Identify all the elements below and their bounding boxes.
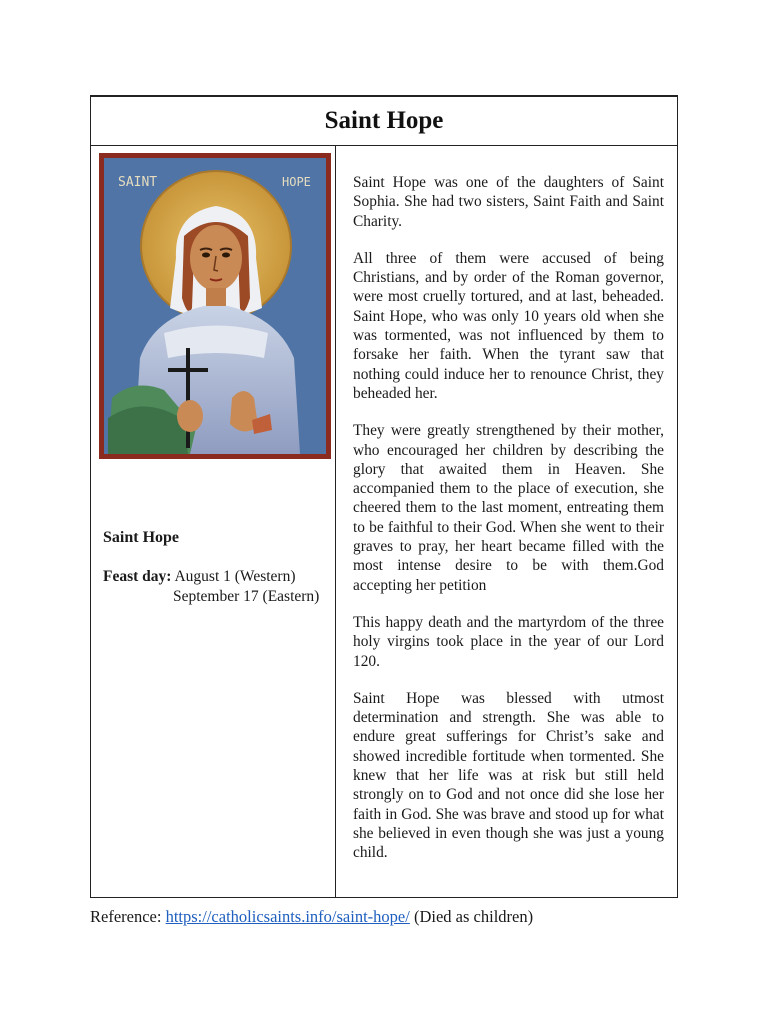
biography-paragraph: All three of them were accused of being Christians, and by order of the Roman governor, were most cruelly tortured, and at last, beheaded. Saint Hope, who was only 10 years old when she was tormented, was not influenced by them to forsake her faith. When the tyrant saw that nothing could induce her to renounce Christ, they beheaded her. [353,249,664,402]
biography-paragraph: Saint Hope was one of the daughters of Saint Sophia. She had two sisters, Saint Faith and Saint Charity. [353,174,664,230]
feast-day-western: August 1 (Western) [174,568,296,585]
feast-day-label: Feast day: [103,568,172,585]
saint-name-label: Saint Hope [103,529,180,546]
biography-paragraph: They were greatly strengthened by their mother, who encouraged her children by describing the glory that awaited them in Heaven. She accompanied them to the place of execution, she cheered them to the last moment, entreating them to be faithful to their God. When she went to their graves to pray, her heart became filled with the most intense desire to be with them.God accepting her petition [353,422,664,594]
saint-hope-icon-image [99,153,331,459]
icon-inscription-left: SAINT [118,175,158,190]
left-column [91,145,335,897]
page-title: Saint Hope [324,107,444,134]
title-row [91,97,677,146]
biography-column [353,173,664,881]
biography-paragraph: Saint Hope was blessed with utmost determination and strength. She was able to endure great sufferings for Christ’s sake and showed incredible fortitude when tormented. She knew that her life was at risk but still held strongly on to God and not once did she lose her faith in God. She was brave and stood up for what she believed in even though she was just a young child. [353,689,664,862]
icon-painting [104,158,326,454]
reference-line [90,907,533,927]
feast-day-eastern: September 17 (Eastern) [173,588,320,605]
biography-paragraph: This happy death and the martyrdom of the three holy virgins took place in the year of our Lord 120. [353,613,664,670]
saint-card [90,95,678,898]
reference-suffix: (Died as children) [409,907,534,926]
column-divider [335,145,336,897]
reference-link[interactable]: https://catholicsaints.info/saint-hope/ [165,907,410,926]
icon-inscription-right: HOPE [282,175,311,189]
feast-day [103,567,319,607]
reference-label: Reference: [90,907,166,926]
